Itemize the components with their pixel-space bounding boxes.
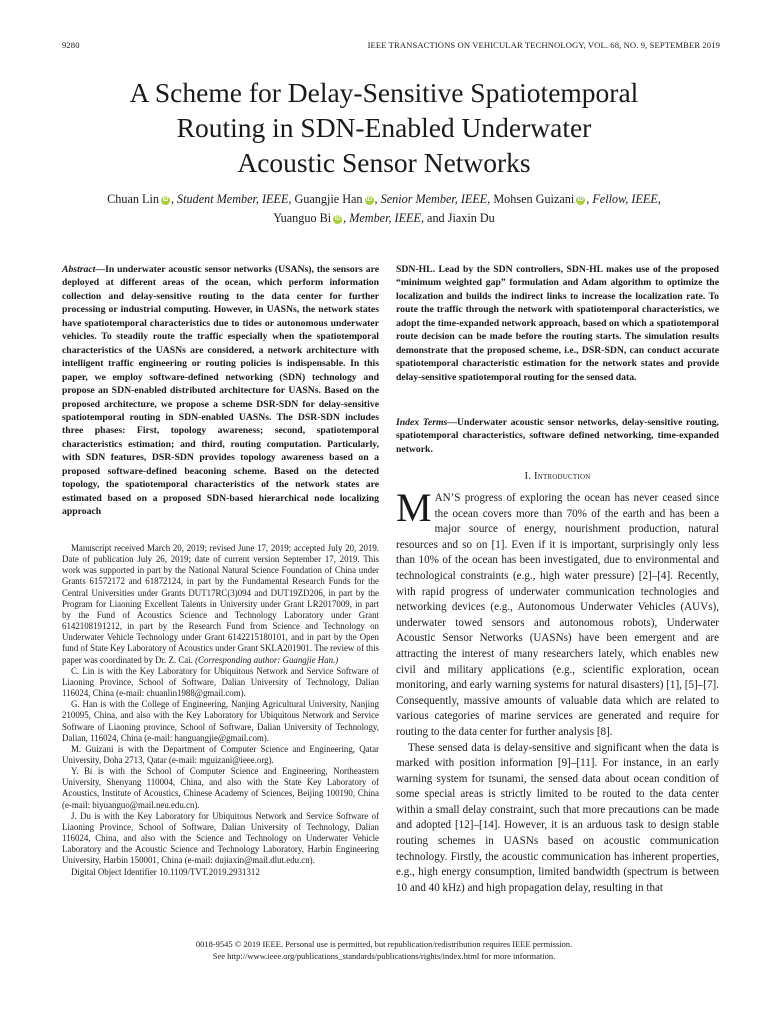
index-terms-label: Index Terms [396,417,448,428]
title-line-2: Routing in SDN-Enabled Underwater [176,112,592,143]
orcid-icon[interactable]: iD [577,197,584,203]
section-title: Introduction [533,471,591,482]
abstract-label: Abstract [62,264,96,275]
footnote-affiliation: M. Guizani is with the Department of Computer Science and Engineering, Qatar University, Doha 2713, Qatar (e-mail: mguizani@ieee.org). [62,743,379,765]
doi-line: Digital Object Identifier 10.1109/TVT.2019.2931312 [71,866,260,877]
rights-link-line[interactable]: See http://www.ieee.org/publications_standards/publications/rights/index.html for more information. [212,950,556,961]
introduction-body [396,485,719,896]
intro-paragraph-2: These sensed data is delay-sensitive and significant when the data is marked with position information [9]–[11]. For instance, in an early warning system for tsunami, the sensed data about ocean condition of some special areas is strictly limited to be routed to the data center within a small delay constraint, such that more precautions can be made and adopted [12]–[14]. However, it is an arduous task to design stable routing schemes in UASNs based on acoustic communication technology. Firstly, the acoustic communication has inherent properties, e.g., high energy consumption, limited bandwidth (spectrum is between 10 and 40 kHz) and high propagation delay, resulting in that [396,741,719,894]
author-name: Chuan Lin [107,192,159,206]
author-name: Mohsen Guizani [493,192,575,206]
copyright-line: 0018-9545 © 2019 IEEE. Personal use is permitted, but republication/redistribution requires IEEE permission. [195,939,573,949]
abstract-text-continued: SDN-HL. Lead by the SDN controllers, SDN-HL makes use of the proposed “minimum weighted gap” formulation and Adam algorithm to optimize the localization and builds the indirect links to increase the localization rate. To route the traffic through the network with spatiotemporal characteristics, we adopt the time-expanded network approach, based on which a spatiotemporal route decision can be made before the routing starts. The simulation results demonstrate that the proposed scheme, i.e., DSR-SDN, can conduct accurate spatiotemporal characteristic estimation for the network states and provide delay-sensitive spatiotemporal routing for the sensed data. [396,264,719,383]
copyright-footer [40,939,728,962]
author-name: Guangjie Han [294,192,363,206]
author-name: Yuanguo Bi [273,210,332,225]
drop-cap: M [396,485,432,530]
author-list: Chuan Lin iD , Student Member, IEEE, Guangjie Han iD , Senior Member, IEEE, Mohsen Guizani iD , Fellow, IEEE, Yuanguo Bi iD , Member, IEEE, and Jiaxin Du [107,192,661,225]
author-role: Member, IEEE [349,210,421,225]
abstract-text: —In underwater acoustic sensor networks (USANs), the sensors are deployed at different areas of the ocean, which perform information collection and delay-sensitive routing to the data center for further processing or industrial computing. However, in UASNs, the network states have spatiotemporal characteristics due to tides or autonomous underwater vehicles. To steadily route the traffic especially when the spatiotemporal characteristics of the UASNs are considered, a network architecture with intelligent traffic engineering or routing policies is indispensable. In this paper, we employ software-defined networking (SDN) technology and propose an SDN-enabled distributed architecture for UASNs. Based on the proposed architecture, we propose a scheme DSR-SDN for delay-sensitive spatiotemporal routing in SDN-enabled UASNs. The DSR-SDN includes three phases: First, topology awareness; second, spatiotemporal characteristics estimation; and third, routing computation. Particularly, with SDN features, DSR-SDN provides topology awareness based on a proposed software-defined beaconing scheme. Based on the detected topology, the spatiotemporal characteristics of the network states are estimated based on a proposed SDN-based hierarchical node localizing approach [62,264,379,518]
corresponding-author: (Corresponding author: Guangjie Han.) [195,654,339,665]
intro-lead-word: AN’S [434,492,461,504]
abstract-right [396,263,719,384]
author-role: Senior Member, IEEE [380,192,488,206]
author-role: Student Member, IEEE [177,192,289,206]
intro-text: progress of exploring the ocean has never ceased since the ocean covers more than 70% of the earth and has been a major source of energy, nourishment production, natural resources and so on [1]. Even if it is important, surprisingly only less than 10% of the ocean has been investigated, due to environmental and technological constraints (e.g., high water pressure) [2]–[4]. Recently, with rapid progress of underwater communication technologies and networking devices (e.g., Autonomous Underwater Vehicles (AUVs), underwater towed sensors and autonomous robots), Underwater Acoustic Sensor Networks (UASNs) have been emergent and are attracting the interest of many researchers lately, which enables new civil and military applications (e.g., scientific exploration, ocean monitoring, and early warning systems for natural disasters) [1], [5]–[7]. Consequently, massive amounts of valuable data which are related to various categories of marine services are generated and require for routing to the data center for further analysis [8]. [396,492,719,738]
title-line-1: A Scheme for Delay-Sensitive Spatiotemporal [129,77,639,108]
abstract-left [62,263,379,519]
footnote-affiliation: C. Lin is with the Key Laboratory for Ubiquitous Network and Service Software of Liaoning Province, School of Software, Dalian University of Technology, Dalian 116024, China (e-mail: chuanlin1988@gmail.com). [62,665,379,699]
footnote-affiliation: G. Han is with the College of Engineering, Nanjing Agricultural University, Nanjing 210095, China, and also with the Key Laboratory for Ubiquitous Network and Service Software of Liaoning province, School of Software, Dalian University of Technology, Dalian, 116024, China (e-mail: hanguangjie@gmail.com). [62,699,379,743]
orcid-icon[interactable]: iD [162,197,169,203]
footnote-affiliation: Y. Bi is with the School of Computer Science and Engineering, Northeastern University, Shenyang 110004, China, and also with the State Key Laboratory of Acoustics, Institute of Acoustics, Chinese Academy of Sciences, Beijing 100190, China (e-mail: biyuanguo@mail.neu.edu.cn). [62,766,379,810]
author-name: Jiaxin Du [447,210,495,225]
section-number: I. [524,471,532,482]
title-line-3: Acoustic Sensor Networks [237,147,531,178]
footnote-affiliation: J. Du is with the Key Laboratory for Ubiquitous Network and Service Software of Liaoning Province, School of Software, Dalian University of Technology, Dalian 116024, China, and also with the Science and Technology on Underwater Vehicle Laboratory and the Acoustic Science and Technology Laboratory, Harbin Engineering University, Harbin 150001, China (e-mail: dujiaxin@mail.dlut.edu.cn). [62,810,379,866]
footnote-text: Manuscript received March 20, 2019; revised June 17, 2019; accepted July 20, 2019. Date of publication July 26, 2019; date of current version September 17, 2019. This work was supported in part by the National Natural Science Foundation of China under Grants 61572172 and 61872124, in part by the Fundamental Research Funds for the Central Universities under Grants DUT17RC(3)094 and DUT19ZD206, in part by the Program for Liaoning Excellent Talents in University under Grant LR2017009, in part by the Fund of Acoustics Science and Technology Laboratory under Grant 6142108191212, in part by the Research Fund from Science and Technology on Underwater Vehicle Technology under Grant 6142215180101, and in part by the Open fund of State Key Laboratory of Acoustics under Grant SKLA201901. The review of this paper was coordinated by Dr. Z. Cai. [62,543,379,665]
index-terms [396,416,719,456]
intro-paragraph-1 [396,485,719,741]
section-heading [396,471,719,482]
footnotes [62,543,379,878]
footnote-manuscript [62,543,379,666]
author-role: Fellow, IEEE [592,192,658,206]
paper-title [40,75,728,180]
orcid-icon[interactable]: iD [334,215,341,222]
index-terms-text: —Underwater acoustic sensor networks, delay-sensitive routing, spatiotemporal characteristics, software defined networking, time-expanded network. [396,417,719,455]
page-number: 9280 [62,40,80,50]
author-conjunction: and [427,210,445,225]
orcid-icon[interactable]: iD [366,197,373,203]
running-header: IEEE TRANSACTIONS ON VEHICULAR TECHNOLOGY, VOL. 68, NO. 9, SEPTEMBER 2019 [367,40,720,50]
